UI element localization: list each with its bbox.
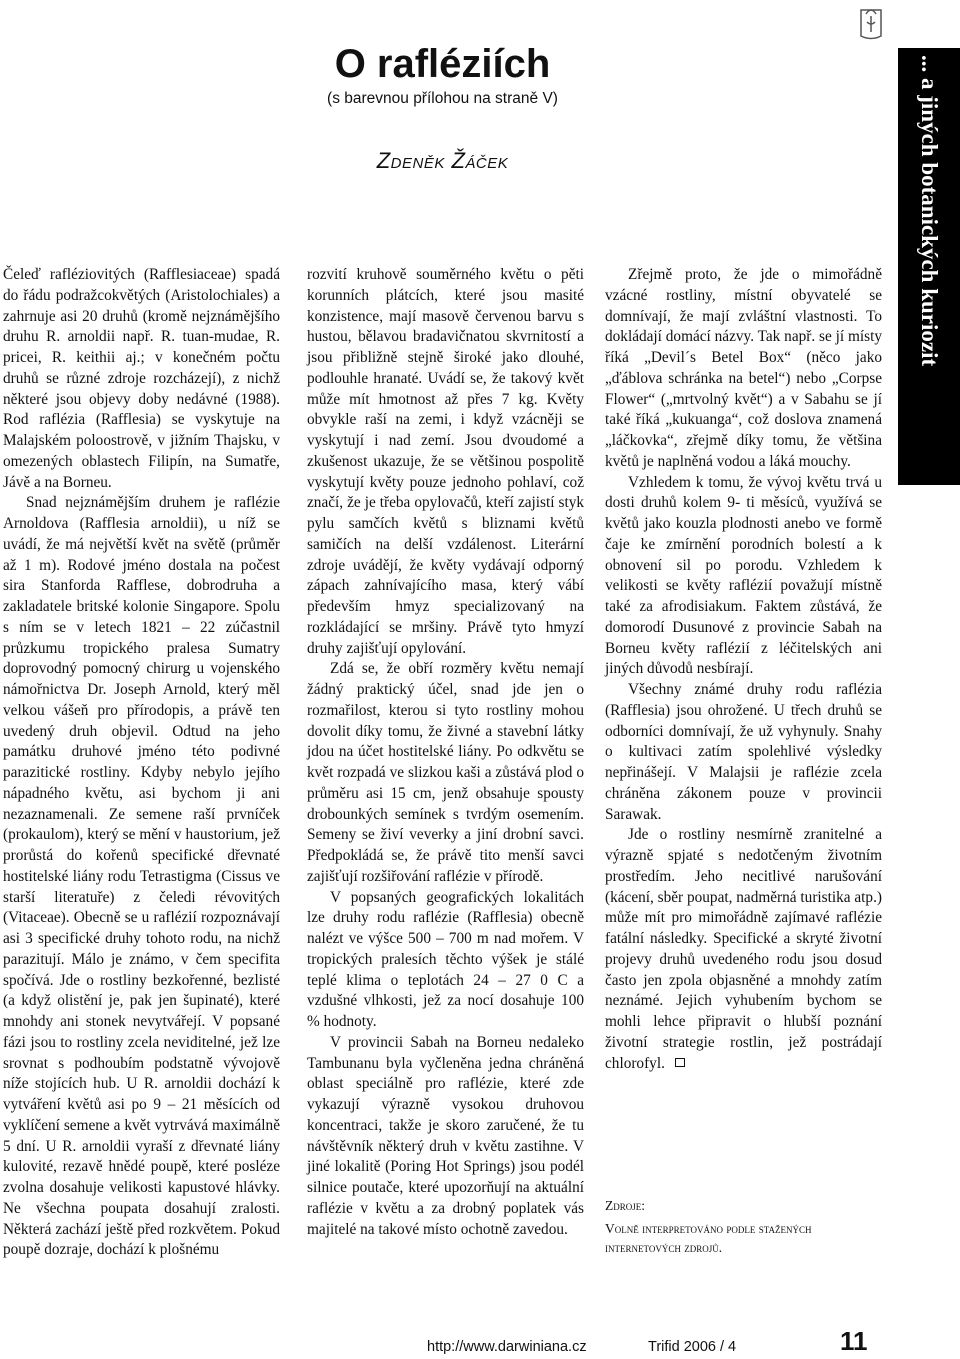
paragraph-text: Jde o rostliny nesmírně zranitelné a výrazně spjaté s nedotčeným životním prostředím. Jeho necitlivé narušování (kácení, sběr poupat, nadměrná turistika atp.) může mít pro mimořádně zajímavé raflézie fatální následky. Specifické a skryté životní projevy druhů uvedeného rodu jsou dosud často jen zpola objasněné a mnohdy zatím neznámé. Jejich vyhubením bychom se mohli lehce připravit o hlubší poznání životní strategie rostlin, jež postrádají chlorofyl. — [605, 826, 882, 1072]
source-label: Zdroje: — [605, 1198, 645, 1213]
page-title: O rafléziích — [334, 42, 551, 86]
paragraph: rozvití kruhově souměrného květu o pěti korunních plátcích, které jsou masité konzistence, mají masově červenou barvu s hustou, bělavou bradavičnatou skvrnitostí a jsou přibližně stejně široké jako dlouhé, podlouhle hranaté. Uvádí se, že takový květ může mít hmotnost až přes 7 kg. Květy obvykle raší na zemi, i když vzácněji se vyskytují i nad zemí. Jsou dvoudomé a zkušenost ukazuje, že se většinou pospolitě vyskytují květy pouze jednoho pohlaví, což značí, že je třeba opylovačů, kteří zajistí styk pylu samčích květů s bliznami květů samičích na delší vzdálenost. Literární zdroje uvádějí, že květy vydávají odporný zápach zahnívajícího masa, který vábí především hmyz specializovaný na rozkládající se mršiny. Právě tyto hmyzí druhy zajišťují opylování. — [307, 266, 584, 657]
page-number: 11 — [840, 1326, 868, 1356]
paragraph: Zdá se, že obří rozměry květu nemají žádný praktický účel, snad jde jen o rozmařilost, kterou si tyto rostliny mohou dovolit díky tomu, že živné a stavební látky jdou na účet hostitelské liány. Po odkvětu se květ rozpadá ve slizkou kaši a zůstává plod o průměru asi 15 cm, jenž obsahuje spousty drobounkých semínek s tvrdým osemením. Semeny se živí veverky a jiní drobní savci. Předpokládá se, že právě tito menší savci zajišťují rozšiřování raflézie v přírodě. — [307, 660, 584, 885]
side-banner-text: ... a jiných botanických kuriozit — [917, 55, 942, 367]
trifid-logo-icon — [857, 2, 885, 42]
paragraph: Čeleď rafléziovitých (Rafflesiaceae) spadá do řádu podražcokvětých (Aristolochiales) a zahrnuje asi 20 druhů (kromě nejznámějšího druhu R. arnoldii např. R. tuan-mudae, R. pricei, R. keithii aj.; v konečném počtu druhů se různé zdroje rozcházejí), z nichž některé jsou objevy doby nedávné (1988). Rod raflézia (Rafflesia) se vyskytuje na Malajském poloostrově, v jižním Thajsku, v omezených oblastech Filipín, na Sumatře, Jávě a na Borneu. — [3, 266, 280, 491]
page-subtitle: (s barevnou přílohou na straně V) — [327, 90, 558, 107]
footer-magazine: Trifid 2006 / 4 — [648, 1339, 737, 1355]
author-name: Zdeněk Žáček — [376, 148, 509, 173]
paragraph: Vzhledem k tomu, že vývoj květu trvá u dosti druhů kolem 9- ti měsíců, využívá se květů jako kouzla plodnosti anebo ve formě čaje ke zmírnění porodních bolestí a k obnovení sil po porodu. Vzhledem k velikosti se květy raflézií považují místně také za afrodisiakum. Faktem zůstává, že domorodí Dusunové z provincie Sabah na Borneu květy raflézií z léčitelských ani jiných důvodů nesbírají. — [605, 473, 882, 678]
text-column-2 — [307, 265, 584, 1240]
paragraph: Všechny známé druhy rodu raflézia (Rafflesia) jsou ohrožené. U třech druhů se odborníci domnívají, že už vyhynuly. Snahy o kultivaci zatím spolehlivé výsledky nepřinášejí. V Malajsii je raflézie zcela chráněna zákonem pouze v provincii Sarawak. — [605, 681, 882, 823]
text-column-1 — [3, 265, 280, 1261]
paragraph: V provincii Sabah na Borneu nedaleko Tambunanu byla vyčleněna jedna chráněná oblast speciálně pro raflézie, které zde vykazují výrazně vysokou druhovou koncentraci, takže je skoro zaručené, že tu návštěvník některý druh v květu zastihne. V jiné lokalitě (Poring Hot Springs) jsou podél silnice poutače, které upozorňují na aktuální raflézie v květu a za drobný poplatek vás majitelé na takové místo ochotně zavedou. — [307, 1033, 584, 1238]
paragraph-last — [605, 825, 882, 1074]
paragraph: Snad nejznámějším druhem je raflézie Arnoldova (Rafflesia arnoldii), u níž se uvádí, že má největší květ na světě (průměr až 1 m). Rodové jméno dostala na počest sira Stanforda Rafflese, dobrodruha a zakladatele britské kolonie Singapore. Spolu s ním se v letech 1821 – 22 zúčastnil průzkumu tropického pralesa Sumatry doprovodný pomocný chirurg u vojenského námořnictva Dr. Joseph Arnold, který měl velkou vášeň pro přírodopis, a právě ten uvedený druh objevil. Odtud na jeho památku druhové jméno této podivné parazitické rostliny. Kdyby nebylo jejího nápadného květu, asi bychom ji ani nezaznamenali. Ze semene raší prvníček (prokaulom), který se mění v haustorium, jež prorůstá do kořenů specifické dřevnaté hostitelské liány rodu Tetrastigma (Cissus ve starší literatuře) z čeledi révovitých (Vitaceae). Obecně se u raflézií rozpoznávají asi 3 specifické druhy tohoto rodu, na nichž parazitují. Málo je známo, v čem specifita spočívá. Jde o rostliny bezkořenné, bezlisté (a když olistění je, pak jen šupinaté), které mnohdy ani stonek nevytvářejí. V popsané fázi jsou to rostliny zcela neviditelné, jež lze srovnat s podhoubím podstatně vývojově níže stojících hub. U R. arnoldii dochází k vytváření květů asi po 9 – 21 měsících od vyklíčení semene a květ vytrvává maximálně 5 dní. U R. arnoldii vyraší z dřevnaté liány kulovité, rezavě hnědé poupě, které posléze zvolna dosahuje velikosti kapustové hlávky. Ne všechna poupata dosahují zralosti. Některá zachází ještě před rozkvětem. Pokud poupě dozraje, dochází k plošnému — [3, 494, 280, 1259]
paragraph: V popsaných geografických lokalitách lze druhy rodu raflézie (Rafflesia) obecně nalézt ve výšce 500 – 700 m nad mořem. V tropických pralesích těchto výšek je stálé teplé klima o teplotách 24 – 27 0 C a vzdušné vlhkosti, jež za nocí dosahuje 100 % hodnoty. — [307, 888, 584, 1030]
footer-url[interactable]: http://www.darwiniana.cz — [427, 1339, 587, 1355]
source-text: Volně interpretováno podle stažených internetových zdrojů. — [605, 1221, 812, 1255]
paragraph: Zřejmě proto, že jde o mimořádně vzácné rostliny, místní obyvatelé se domnívají, že mají zvláštní vlastnosti. To dokládají domácí názvy. Tak např. se jí místy říká „Devil´s Betel Box“ (něco jako „ďáblova schránka na betel“) nebo „Corpse Flower“ („mrtvolný květ“) a v Sabahu se jí také říká „kukuanga“, což doslova znamená „láčkovka“, zřejmě díky tomu, že většina květů je naplněná vodou a láká mouchy. — [605, 266, 882, 470]
end-of-article-icon — [675, 1058, 685, 1067]
text-column-3 — [605, 265, 882, 1074]
